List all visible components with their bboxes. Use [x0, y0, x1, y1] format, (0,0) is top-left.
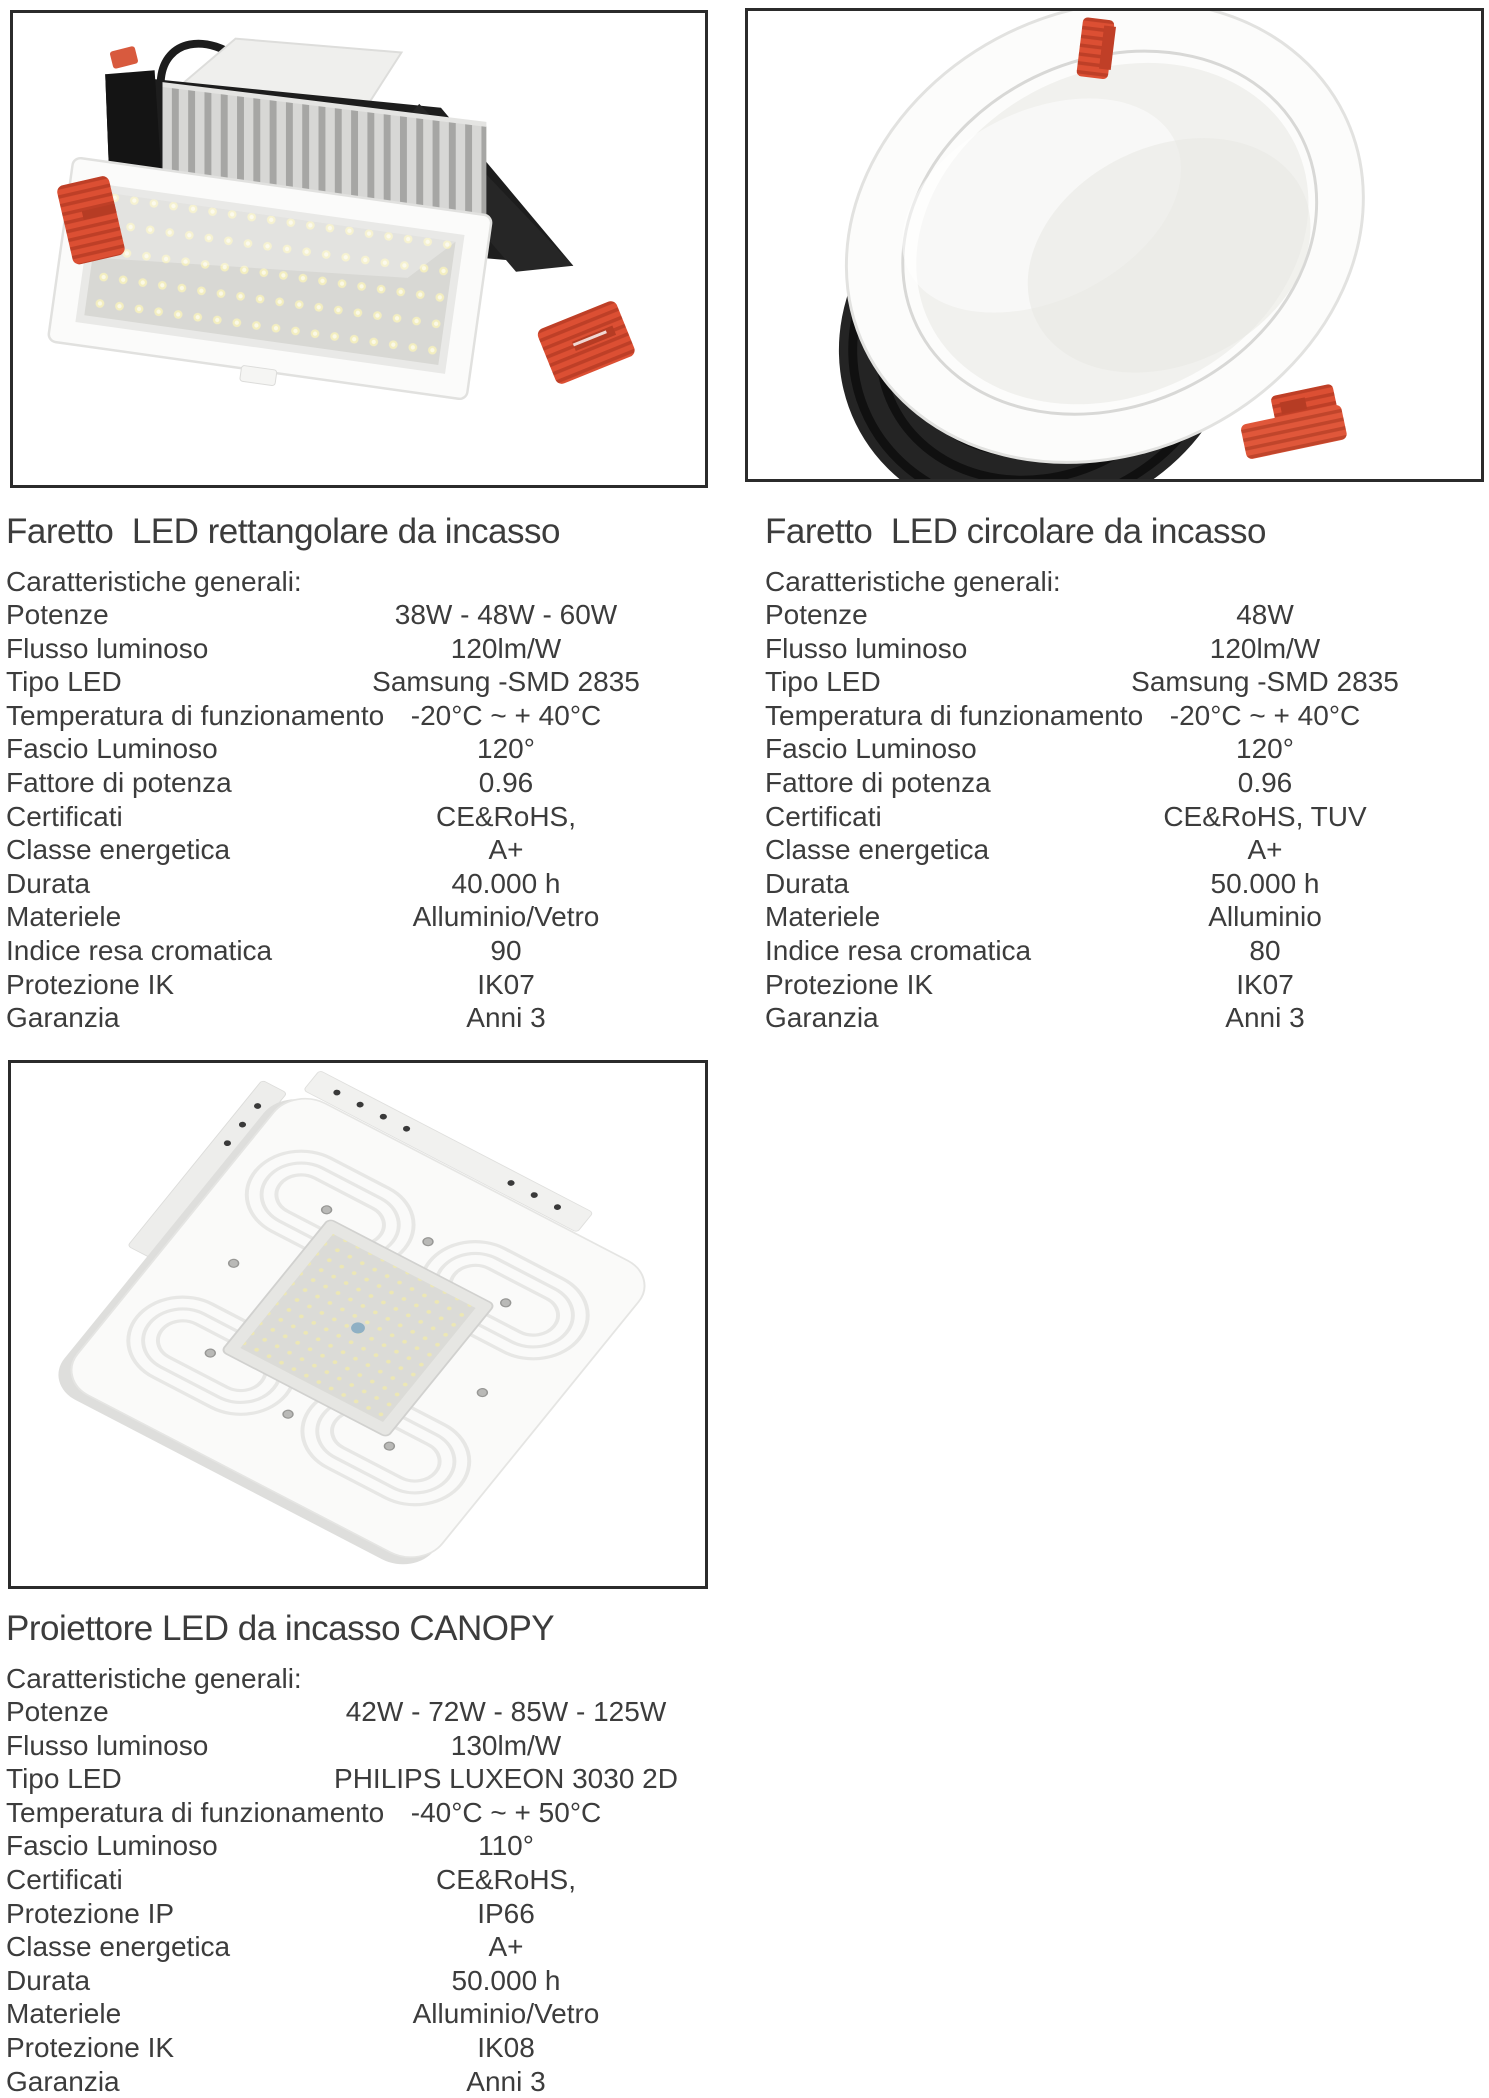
spec-value: IK08 [477, 2031, 535, 2063]
product-title: Faretto LED circolare da incasso [765, 512, 1266, 551]
spring-clip-small [109, 46, 138, 69]
spec-row [765, 934, 1465, 968]
spec-value: 120lm/W [1209, 632, 1321, 664]
spec-label: Certificati [6, 800, 123, 832]
spec-row [6, 1964, 706, 1998]
spec-label: Fattore di potenza [765, 766, 991, 798]
spec-value: IP66 [477, 1897, 535, 1929]
spec-label: Fascio Luminoso [6, 733, 218, 765]
spec-value: CE&RoHS, TUV [1163, 800, 1367, 832]
spec-label: Tipo LED [6, 666, 122, 698]
spec-label: Durata [6, 1964, 91, 1996]
spec-label: Protezione IP [6, 1897, 175, 1929]
spec-row [765, 1001, 1465, 1035]
spec-value: 0.96 [1237, 766, 1293, 798]
spec-row [6, 1001, 706, 1035]
spec-value: A+ [1247, 834, 1283, 866]
spec-value: 0.96 [478, 766, 534, 798]
spec-row [765, 766, 1465, 800]
spec-label: Tipo LED [6, 1763, 122, 1795]
spec-label: Potenze [6, 599, 109, 630]
spec-value: 38W - 48W - 60W [394, 599, 618, 630]
spec-label: Fascio Luminoso [765, 733, 977, 765]
spec-label: Classe energetica [6, 834, 231, 866]
spec-row [6, 1762, 706, 1796]
spec-label: Flusso luminoso [6, 1729, 209, 1761]
spec-label: Fattore di potenza [6, 766, 232, 798]
spec-value: Alluminio/Vetro [412, 1998, 600, 2030]
spec-row [6, 800, 706, 834]
spec-label: Tipo LED [765, 666, 881, 698]
spec-value: 110° [478, 1830, 534, 1862]
spec-label: Garanzia [6, 1002, 120, 1034]
product-title: Faretto LED rettangolare da incasso [6, 512, 560, 551]
spec-label: Indice resa cromatica [6, 934, 273, 966]
spec-label: Indice resa cromatica [765, 934, 1032, 966]
spec-table [765, 598, 1465, 1035]
spec-label: Materiele [765, 901, 881, 933]
spec-label: Durata [6, 867, 91, 899]
spec-value: CE&RoHS, [435, 1863, 577, 1895]
spec-label: Flusso luminoso [765, 632, 968, 664]
spec-value: 48W [1236, 599, 1294, 630]
spec-row [765, 900, 1465, 934]
spec-value: Anni 3 [466, 2065, 546, 2097]
spec-label: Durata [765, 867, 850, 899]
spec-row [765, 632, 1465, 666]
spec-row [6, 766, 706, 800]
spec-row [6, 1997, 706, 2031]
spec-label: Materiele [6, 1998, 122, 2030]
circular-recessed-led-downlight-photo [748, 11, 1481, 479]
spec-row [765, 867, 1465, 901]
spec-label: Fascio Luminoso [6, 1830, 218, 1862]
spec-label: Garanzia [6, 2065, 120, 2097]
spec-value: Samsung -SMD 2835 [372, 666, 640, 698]
spec-label: Materiele [6, 901, 122, 933]
spec-label: Protezione IK [765, 968, 934, 1000]
spec-row [6, 900, 706, 934]
spec-row [6, 2065, 706, 2098]
product-image-box [745, 8, 1484, 482]
spec-row [6, 1695, 706, 1729]
spec-value: IK07 [1236, 968, 1294, 1000]
spec-label: Protezione IK [6, 2031, 175, 2063]
spec-row [765, 968, 1465, 1002]
spec-value: 50.000 h [451, 1964, 561, 1996]
spec-row [6, 1930, 706, 1964]
spec-value: -20°C ~ + 40°C [1169, 699, 1361, 731]
spec-row [6, 867, 706, 901]
spec-label: Protezione IK [6, 968, 175, 1000]
spec-row [765, 665, 1465, 699]
spec-value: 42W - 72W - 85W - 125W [345, 1696, 667, 1727]
section-label: Caratteristiche generali: [6, 1663, 302, 1694]
spec-value: PHILIPS LUXEON 3030 2D [334, 1763, 678, 1795]
spec-row [765, 699, 1465, 733]
spec-value: 120° [477, 733, 535, 765]
section-label: Caratteristiche generali: [765, 566, 1061, 597]
spec-label: Classe energetica [765, 834, 990, 866]
spec-value: A+ [488, 834, 524, 866]
spec-label: Temperatura di funzionamento [6, 699, 385, 731]
spec-row [765, 800, 1465, 834]
spec-value: Alluminio [1208, 901, 1322, 933]
spec-row [6, 1829, 706, 1863]
spec-label: Certificati [6, 1863, 123, 1895]
spec-value: IK07 [477, 968, 535, 1000]
spec-value: CE&RoHS, [435, 800, 577, 832]
spec-row [6, 1897, 706, 1931]
canopy-recessed-led-projector-photo [11, 1063, 705, 1586]
spec-label: Potenze [6, 1696, 109, 1727]
spec-label: Certificati [765, 800, 882, 832]
spec-value: Samsung -SMD 2835 [1131, 666, 1399, 698]
spec-value: Alluminio/Vetro [412, 901, 600, 933]
spec-row [6, 1796, 706, 1830]
spec-row [6, 732, 706, 766]
spec-row [765, 598, 1465, 632]
spec-value: 80 [1249, 934, 1281, 966]
spec-value: -20°C ~ + 40°C [410, 699, 602, 731]
spec-table [6, 598, 706, 1035]
spring-clip-right [536, 299, 637, 386]
spec-value: Anni 3 [1225, 1002, 1305, 1034]
product-image-box [8, 1060, 708, 1589]
spec-label: Classe energetica [6, 1931, 231, 1963]
product-title: Proiettore LED da incasso CANOPY [6, 1609, 555, 1648]
spec-value: 50.000 h [1210, 867, 1320, 899]
spec-value: 130lm/W [450, 1729, 562, 1761]
spec-value: -40°C ~ + 50°C [410, 1796, 602, 1828]
spec-label: Flusso luminoso [6, 632, 209, 664]
spec-row [6, 665, 706, 699]
spec-row [6, 699, 706, 733]
spec-row [6, 934, 706, 968]
spec-row [6, 833, 706, 867]
spec-value: 90 [490, 934, 522, 966]
spec-label: Temperatura di funzionamento [6, 1796, 385, 1828]
section-label: Caratteristiche generali: [6, 566, 302, 597]
spec-row [6, 598, 706, 632]
spec-value: A+ [488, 1931, 524, 1963]
spec-value: 120° [1236, 733, 1294, 765]
spec-row [6, 968, 706, 1002]
spec-value: Anni 3 [466, 1002, 546, 1034]
product-image-box [10, 10, 708, 488]
spec-table [6, 1695, 706, 2098]
spec-row [6, 2031, 706, 2065]
spec-row [6, 1729, 706, 1763]
spec-row [765, 732, 1465, 766]
spec-row [765, 833, 1465, 867]
rectangular-recessed-led-floodlight-photo [13, 13, 705, 485]
spec-label: Temperatura di funzionamento [765, 699, 1144, 731]
spec-row [6, 632, 706, 666]
spec-row [6, 1863, 706, 1897]
spec-label: Garanzia [765, 1002, 879, 1034]
spec-value: 40.000 h [451, 867, 561, 899]
spec-label: Potenze [765, 599, 868, 630]
spec-value: 120lm/W [450, 632, 562, 664]
